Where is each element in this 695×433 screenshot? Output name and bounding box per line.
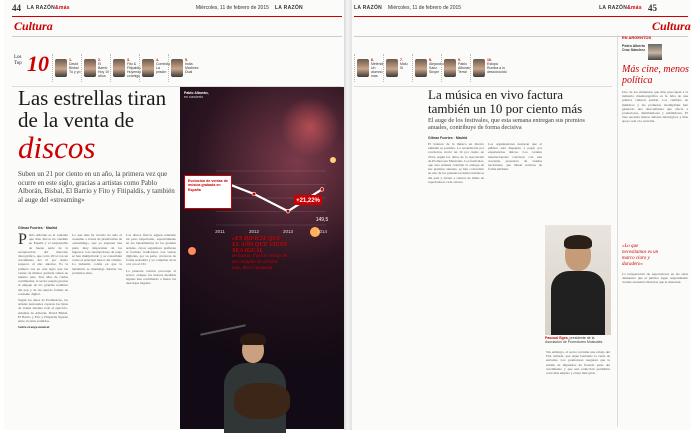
top10-artist: Comedia	[156, 62, 171, 66]
body-column-2: Lo que más ha crecido ha sido el consumo a través de plataformas de «streaming», que ya suponen una parte muy importante de los ingresos. Las suscripciones de pago se han multiplicado y se consolidan como el principal motor del cambio. La industria confía en que la tendencia se mantenga durante los próximos años.	[72, 233, 122, 275]
opinion-pull: «Lo que necesitamos es un marco claro y duradero»	[622, 244, 659, 267]
page-number-right: 45	[647, 3, 657, 13]
artist-photo	[386, 59, 398, 77]
chart-x-tick: 2012	[248, 229, 260, 234]
top10-album: Un alumno más	[371, 66, 383, 78]
chart-x-tick: 2011	[215, 229, 225, 234]
portrait-caption: Pascual Egea, presidente de la Asociación de Promotores Musicales	[545, 336, 603, 345]
chart-label-box: Evolución de ventas de música grabada en España	[184, 175, 232, 209]
section-rule	[12, 36, 342, 37]
opinion-column	[617, 35, 691, 427]
top10-item	[470, 54, 507, 82]
top10-artist: David Bisbal	[69, 62, 79, 70]
top10-item	[168, 54, 197, 82]
chart-end-label: 149,5	[315, 217, 329, 223]
header-rule-right	[354, 16, 688, 17]
chart-annotation: +21,22%	[296, 198, 320, 204]
microphone	[200, 324, 245, 336]
top10-artist: Melendi	[371, 62, 384, 66]
chart-point	[252, 192, 256, 196]
guitar	[234, 383, 290, 419]
top10-album: Huyendo conmigo	[127, 70, 142, 78]
singer-hair	[240, 333, 266, 345]
artist-photo	[84, 59, 96, 77]
folio-date: Miércoles, 11 de febrero de 2015	[195, 5, 269, 11]
article-headline: Las estrellas tiran de la venta de discos	[18, 86, 167, 165]
artist-photo	[357, 59, 369, 77]
right-brand: LA RAZÓN&más	[599, 5, 642, 11]
artist-photo	[55, 59, 67, 77]
body-column-3: Los discos físicos siguen teniendo un peso importante, especialmente en los lanzamientos de los grandes artistas, cuyos seguidores prefieren el formato tradicional. Las ventas digitales, por su parte, crecieron de forma sostenida y ya compiten de tú a tú con el CD. La piratería todavía preocupa al sector, aunque las nuevas medidas legales han contribuido a frenar las descargas ilegales.	[126, 233, 176, 286]
top10-album: Terral	[458, 70, 467, 74]
right-byline: Gilmar Fuertes · Madrid	[428, 136, 468, 140]
top10-rank: 5.	[185, 58, 188, 62]
portrait-photo	[545, 225, 611, 335]
top10-rank: 7.	[400, 58, 403, 62]
top10-item	[412, 54, 444, 82]
top10-artist: India Martínez	[185, 62, 199, 70]
top10-album: La prisión	[156, 66, 167, 74]
top10-item	[383, 54, 412, 82]
right-body-column-1: El balance de la música en directo también es positivo. La recaudación por conciertos creció un 10 por ciento en 2014, según los datos de la Asociación de Promotores Musicales. Los festivales, que esta semana celebran la entrega de sus premios anuales, se han convertido en uno de los grandes reclamos turísticos del país y atraen a cientos de miles de espectadores cada verano.	[428, 142, 484, 184]
chart-point	[286, 209, 290, 213]
left-folio	[12, 3, 303, 13]
top10-item	[52, 54, 81, 82]
right-subhead: El auge de los festivales, que esta semana entregan sus premios anuales, contribuye de forma decisiva	[428, 117, 585, 132]
top10-album: Dual	[185, 70, 193, 74]
right-body-column-2: Los organizadores destacan que el público está dispuesto a pagar por experiencias únicas. Los carteles internacionales conviven con una creciente presencia de bandas nacionales, que llenan recintos de forma habitual.	[488, 142, 542, 172]
artist-photo	[444, 59, 456, 77]
top10-rank: 10.	[487, 58, 492, 62]
opinion-kicker: EN ARGENTOS	[622, 35, 652, 40]
right-headline: La música en vivo factura también un 10 por ciento más	[428, 87, 583, 116]
top10-album: Sirope	[429, 70, 440, 74]
top10-item	[81, 54, 110, 82]
top10-album: Rumba a lo desconocido	[487, 66, 507, 74]
top10-rank: 1.	[69, 58, 72, 62]
artist-photo	[473, 59, 485, 77]
top10-item	[354, 54, 383, 82]
chart-x-tick: 2014	[316, 229, 328, 234]
brand: LA RAZÓN&más	[27, 5, 70, 11]
artist-photo	[113, 59, 125, 77]
chart-x-tick: 2013	[282, 229, 294, 234]
top10-strip	[14, 51, 344, 85]
opinion-title: Más cine, menos política	[622, 64, 689, 86]
folio-paper: LA RAZÓN	[274, 5, 303, 11]
top10-album: Sí	[400, 66, 404, 70]
opinion-body-2: La recuperación de espectadores en las salas demuestra que el público sigue respondiendo cuando encuentra historias que le interesan.	[622, 272, 688, 285]
byline: Gilmar Fuertes · Madrid	[18, 226, 58, 230]
top10-artist: Pablo Alborán	[458, 62, 471, 70]
right-folio: LA RAZÓN Miércoles, 11 de febrero de 2015 LA RAZÓN&más 45	[354, 3, 657, 13]
article-subhead: Suben un 21 por ciento en un año, la primera vez que ocurre en este siglo, gracias a artistas como Pablo Alborán, Bisbal, El Barrio y Fito y Fitipaldis, y también al auge del «streaming»	[18, 170, 175, 204]
top10-rank: 8.	[429, 58, 432, 62]
top10-item	[139, 54, 171, 82]
top10-artist: Malú	[400, 62, 408, 66]
header-rule	[12, 16, 342, 17]
top10-artist: El Barrio	[98, 62, 108, 70]
right-page	[352, 0, 691, 430]
top10-album: Tú y yo	[69, 70, 81, 74]
author-avatar	[648, 44, 662, 60]
top10-item	[110, 54, 142, 82]
top10-artist: Estopa	[487, 62, 498, 66]
top10-album: Hoy 10 años	[98, 70, 110, 78]
section-title-right: Cultura	[652, 19, 691, 33]
top10-rank: 6.	[371, 58, 374, 62]
artist-photo	[415, 59, 427, 77]
section-subtitle: Sobre el auge musical	[18, 325, 50, 330]
top10-rank: 9.	[458, 58, 461, 62]
left-page	[4, 0, 344, 430]
dropcap: P	[18, 231, 27, 248]
chart-point	[320, 188, 324, 192]
top10-artist: Alejandro Sanz	[429, 62, 444, 70]
right-body-column-3: Sin embargo, el sector reclama una rebaja del IVA cultural, que sigue lastrando la venta de entradas. Los promotores aseguran que la subida de impuestos ha frenado parte del crecimiento y que una reducción permitiría crear más empleo y atraer más giras.	[546, 350, 610, 376]
artist-photo	[142, 59, 154, 77]
top10-rank: 2.	[98, 58, 101, 62]
opinion-author: Pedro Alberto Cruz Sánchez	[622, 44, 691, 60]
top10-rank: 3.	[127, 58, 130, 62]
top10-item	[441, 54, 470, 82]
photo-caption: Pablo Alborán, en concierto	[184, 91, 209, 100]
opinion-body: Uno de los elementos que más preocupan a la industria cinematográfica es la falta de una política cultural estable. Los cambios de ministros y las promesas incumplidas han generado una desconfianza que afecta a productores, distribuidores y exhibidores. El cine necesita menos debates ideológicos y más apoyo real a la creación.	[622, 90, 688, 124]
section-title: Cultura	[14, 19, 53, 33]
headline-highlight: discos	[18, 130, 96, 165]
body-column-1: P ablo Alborán es el cantante que más discos ha vendido en España y el responsable de buena parte de la recuperación del mercado discográfico, que cerró 2014 con un crecimiento del 21 por ciento respecto al año anterior. Es la primera vez en este siglo que las ventas de música grabada suben en nuestro país. Tras años de caídas continuadas, el sector respira gracias al empuje de los grandes nombres del pop y de las nuevas formas de consumo digital. Según los datos de Promusicae, los artistas nacionales coparon las listas de ventas durante todo el ejercicio. Además de Alborán, David Bisbal, El Barrio y Fito y Fitipaldis figuran entre los más vendidos. Sobre el auge musical	[18, 231, 68, 330]
top10-label: Los Top 10	[14, 51, 49, 76]
pull-quote: «ES DIFÍCIL QUE EL AÑO QUE VIENE SEA IGUAL de bueno. Fueron ventas de un conjunto de artistas más, dice Guisasola	[232, 236, 288, 271]
page-number: 44	[12, 3, 21, 13]
artist-photo	[171, 59, 183, 77]
top10-rank: 4.	[156, 58, 159, 62]
page-gutter	[344, 0, 352, 430]
top10-artist: Fito & Fitipaldis	[127, 62, 141, 70]
